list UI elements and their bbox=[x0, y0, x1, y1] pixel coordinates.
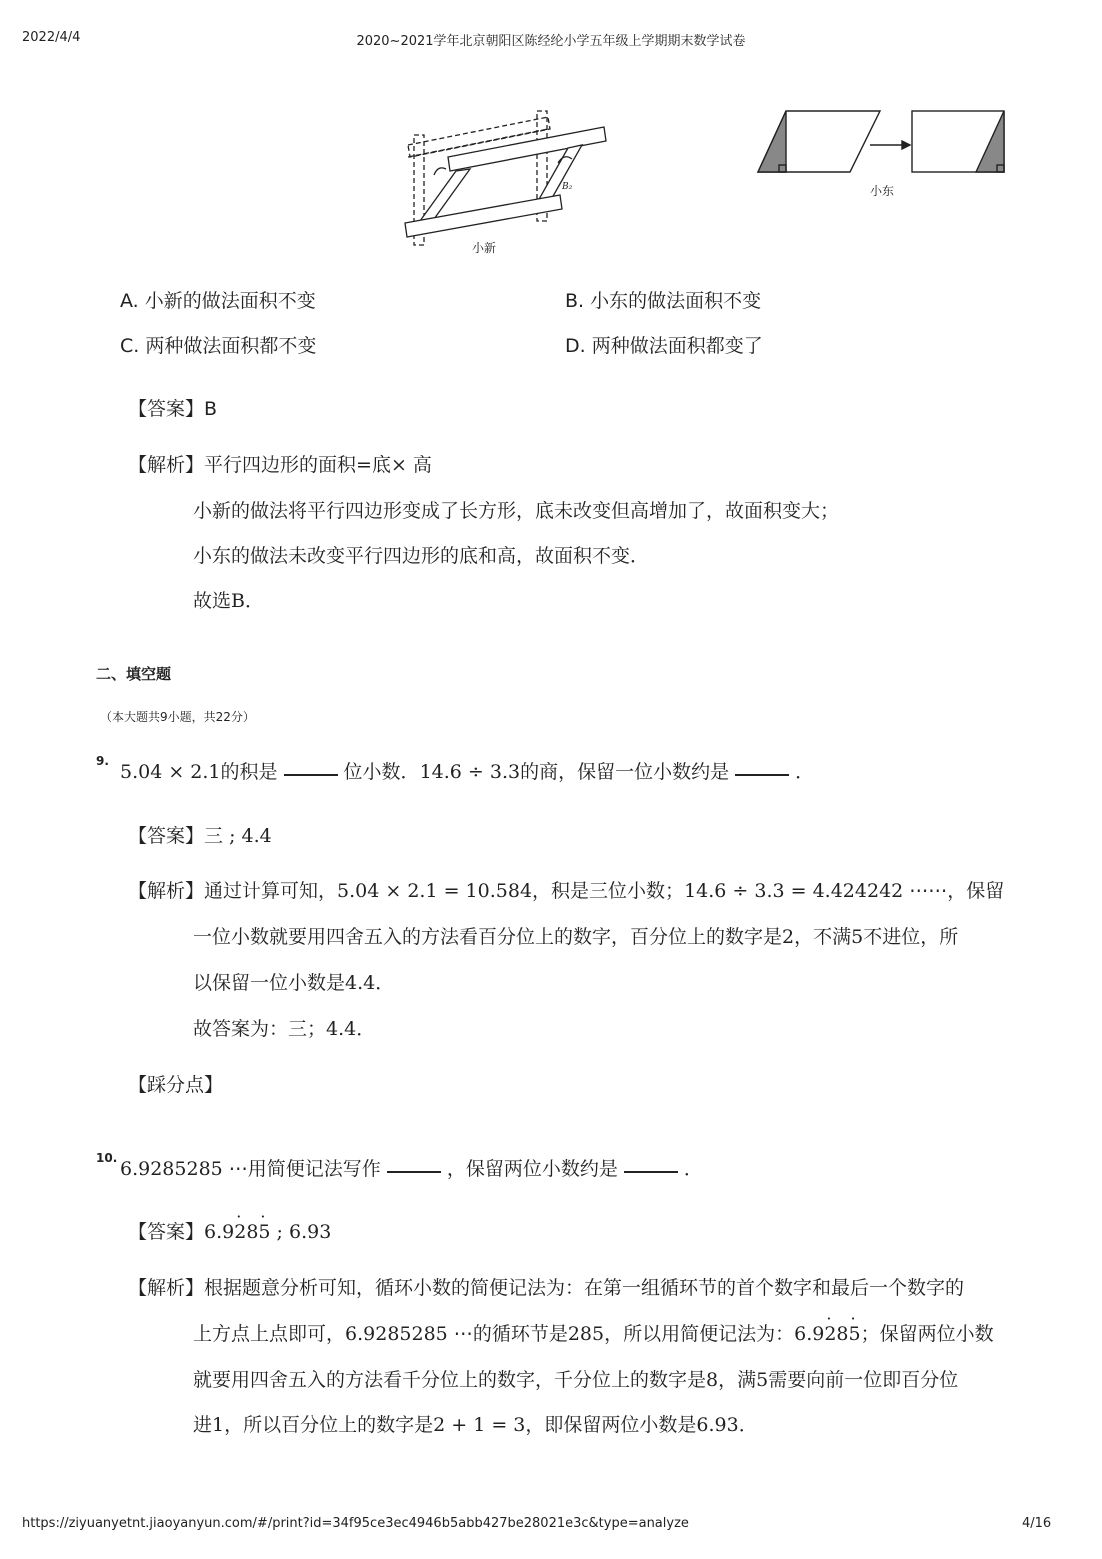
q10-analysis-line4 bbox=[193, 1410, 758, 1437]
option-c[interactable]: C. 两种做法面积都不变 bbox=[120, 335, 317, 357]
math-expr: 4.4 bbox=[326, 1018, 357, 1040]
answer-label: 【答案】 bbox=[128, 825, 205, 847]
answer-value: 三 bbox=[204, 825, 224, 847]
q8-analysis-line4 bbox=[193, 586, 264, 613]
math-expr bbox=[794, 1323, 861, 1345]
q10-analysis-line3 bbox=[193, 1365, 958, 1392]
analysis-text: 故选 bbox=[193, 590, 232, 612]
answer-value bbox=[204, 1221, 271, 1243]
math-expr: 14.6 ÷ 3.3 = 4.424242 ⋯⋯ bbox=[684, 880, 948, 902]
analysis-text: 以保留一位小数是 bbox=[193, 972, 346, 994]
q9-answer bbox=[128, 821, 272, 848]
q9-analysis-line2 bbox=[193, 922, 958, 949]
math-expr: 4.4 bbox=[345, 972, 376, 994]
fill-blank[interactable] bbox=[284, 774, 338, 776]
stem-text: ． bbox=[683, 1158, 703, 1180]
answer-sep: ; bbox=[270, 1221, 289, 1243]
analysis-text: 进 bbox=[193, 1414, 213, 1436]
analysis-text: ，满 bbox=[718, 1369, 757, 1391]
math-expr: 8 bbox=[706, 1369, 719, 1391]
analysis-text: 底 bbox=[371, 454, 391, 476]
math-expr: 2 + 1 = 3 bbox=[433, 1414, 526, 1436]
answer-value: B bbox=[204, 398, 218, 420]
analysis-text: ． bbox=[375, 972, 395, 994]
math-expr: 14.6 ÷ 3.3 bbox=[419, 761, 521, 783]
analysis-text: 高 bbox=[406, 454, 432, 476]
digits: 8 bbox=[836, 1323, 849, 1345]
q9-analysis-line1 bbox=[128, 876, 1004, 903]
figure-xiaodong bbox=[752, 105, 1012, 205]
math-expr: 5 bbox=[851, 926, 864, 948]
section-title: 二、填空题 bbox=[96, 665, 172, 683]
analysis-text: ，积是三位小数； bbox=[532, 880, 685, 902]
analysis-text: 一位小数就要用四舍五入的方法看百分位上的数字，百分位上的数字是 bbox=[193, 926, 783, 948]
math-expr: 1 bbox=[212, 1414, 225, 1436]
analysis-text: ． bbox=[356, 1018, 376, 1040]
analysis-text: ． bbox=[244, 590, 264, 612]
print-date: 2022/4/4 bbox=[22, 30, 81, 45]
option-a[interactable]: A. 小新的做法面积不变 bbox=[120, 290, 316, 312]
analysis-text: 根据题意分析可知，循环小数的简便记法为：在第一组循环节的首个数字和最后一个数字的 bbox=[204, 1277, 965, 1299]
option-d[interactable]: D. 两种做法面积都变了 bbox=[565, 335, 763, 357]
analysis-text: ． bbox=[738, 1414, 758, 1436]
document-title: 2020~2021学年北京朝阳区陈经纶小学五年级上学期期末数学试卷 bbox=[356, 34, 746, 49]
figure-caption-xiaodong: 小东 bbox=[870, 184, 895, 198]
question-number: 10. bbox=[96, 1151, 118, 1165]
digits: 6.9 bbox=[204, 1221, 235, 1243]
figure-xiaoxin bbox=[400, 105, 620, 255]
label-b2: B₂ bbox=[562, 182, 573, 192]
math-eq: = bbox=[356, 454, 372, 476]
figure-caption-xiaoxin: 小新 bbox=[472, 241, 497, 255]
analysis-text: 需要向前一位即百分位 bbox=[768, 1369, 959, 1391]
analysis-text: 就要用四舍五入的方法看千分位上的数字，千分位上的数字是 bbox=[193, 1369, 707, 1391]
analysis-label: 【解析】 bbox=[128, 454, 205, 476]
stem-text: 的积是 bbox=[220, 761, 278, 783]
stem-text: ，保留两位小数约是 bbox=[446, 1158, 618, 1180]
math-expr: 5.04 × 2.1 = 10.584 bbox=[337, 880, 533, 902]
dotted-digit: · 2 bbox=[234, 1221, 246, 1243]
analysis-text: ，保留 bbox=[947, 880, 1005, 902]
q10-analysis-line1 bbox=[128, 1273, 964, 1300]
analysis-text: 平行四边形的面积 bbox=[204, 454, 357, 476]
fill-blank[interactable] bbox=[624, 1171, 678, 1173]
math-expr: 285 bbox=[567, 1323, 605, 1345]
analysis-text: 通过计算可知， bbox=[204, 880, 338, 902]
math-expr: 5.04 × 2.1 bbox=[120, 761, 221, 783]
question-number: 9. bbox=[96, 754, 109, 768]
q10-analysis-line2 bbox=[193, 1319, 994, 1346]
analysis-text: ，所以百分位上的数字是 bbox=[224, 1414, 434, 1436]
stem-text: 的商，保留一位小数约是 bbox=[520, 761, 730, 783]
fill-blank[interactable] bbox=[387, 1171, 441, 1173]
dotted-digit: · 5 bbox=[258, 1221, 270, 1243]
option-b[interactable]: B. 小东的做法面积不变 bbox=[565, 290, 762, 312]
answer-label: 【答案】 bbox=[128, 1221, 205, 1243]
answer-value: 4.4 bbox=[241, 825, 272, 847]
math-expr: 6.9285285 ⋯ bbox=[120, 1158, 248, 1180]
answer-sep: ; bbox=[223, 825, 242, 847]
q9-stem bbox=[120, 757, 814, 784]
math-expr: 2 bbox=[782, 926, 795, 948]
q8-analysis-line2: 小新的做法将平行四边形变成了长方形，底未改变但高增加了，故面积变大； bbox=[193, 500, 840, 522]
footer-url[interactable]: https://ziyuanyetnt.jiaoyanyun.com/#/print?id=34f95ce3ec4946b5abb427be28021e3c&type=analyze bbox=[22, 1516, 689, 1531]
dotted-digit: · 5 bbox=[849, 1323, 861, 1345]
digits: 6.9 bbox=[794, 1323, 825, 1345]
q9-scoring-points: 【踩分点】 bbox=[128, 1074, 224, 1096]
q10-stem bbox=[120, 1154, 703, 1181]
math-times: × bbox=[390, 454, 407, 476]
analysis-text: ，即保留两位小数是 bbox=[525, 1414, 697, 1436]
analysis-text: ，所以用简便记法为： bbox=[604, 1323, 795, 1345]
q8-answer bbox=[128, 394, 217, 421]
digits: 8 bbox=[246, 1221, 259, 1243]
math-expr: 5 bbox=[756, 1369, 769, 1391]
q8-analysis-line3: 小东的做法未改变平行四边形的底和高，故面积不变． bbox=[193, 545, 650, 567]
math-b: B bbox=[231, 590, 245, 612]
analysis-label: 【解析】 bbox=[128, 1277, 205, 1299]
page-number: 4/16 bbox=[1022, 1516, 1052, 1531]
math-expr: 6.9285285 ⋯ bbox=[345, 1323, 473, 1345]
analysis-text: ；保留两位小数 bbox=[860, 1323, 994, 1345]
analysis-label: 【解析】 bbox=[128, 880, 205, 902]
q9-analysis-line3 bbox=[193, 968, 394, 995]
analysis-text: ，不满 bbox=[794, 926, 852, 948]
math-expr: 6.93 bbox=[696, 1414, 739, 1436]
analysis-text: 上方点上点即可， bbox=[193, 1323, 346, 1345]
analysis-text: 的循环节是 bbox=[472, 1323, 568, 1345]
answer-label: 【答案】 bbox=[128, 398, 205, 420]
section-subtitle: （本大题共9小题，共22分） bbox=[100, 710, 255, 724]
q9-analysis-line4 bbox=[193, 1014, 375, 1041]
analysis-text: 故答案为：三； bbox=[193, 1018, 327, 1040]
fill-blank[interactable] bbox=[735, 774, 789, 776]
stem-text: 用简便记法写作 bbox=[247, 1158, 381, 1180]
analysis-text: 不进位，所 bbox=[863, 926, 959, 948]
q8-analysis-line1 bbox=[128, 450, 432, 477]
answer-value: 6.93 bbox=[289, 1221, 332, 1243]
stem-text: 位小数． bbox=[343, 761, 420, 783]
q10-answer bbox=[128, 1217, 331, 1244]
stem-text: ． bbox=[795, 761, 815, 783]
dotted-digit: · 2 bbox=[824, 1323, 836, 1345]
